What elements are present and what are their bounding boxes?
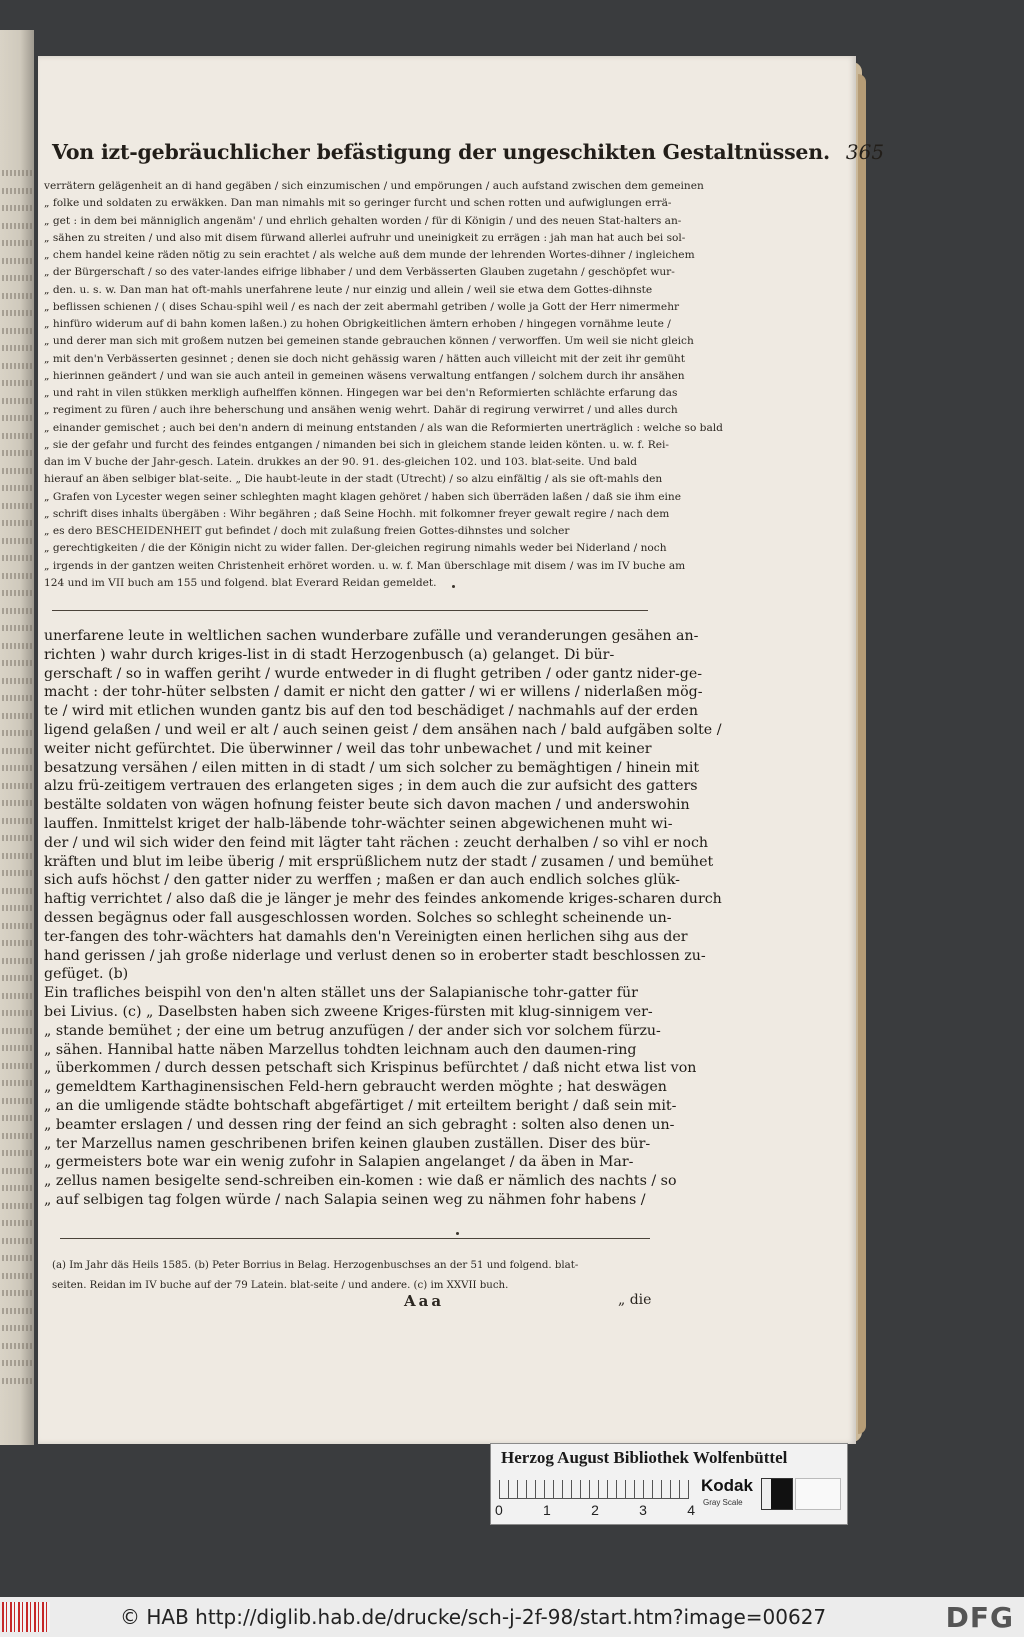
facing-page-text-fragment	[2, 503, 32, 509]
text-line: weiter nicht gefürchtet. Die überwinner / weil das tohr unbewachet / und mit keiner	[44, 740, 652, 757]
facing-page-text-fragment	[2, 433, 32, 439]
ruler-number: 4	[687, 1502, 695, 1518]
text-line: macht : der tohr-hüter selbsten / damit er nicht den gatter / wi er willens / niderlaßen mög-	[44, 684, 703, 701]
facing-page-text-fragment	[2, 1010, 32, 1016]
facing-page-text-fragment	[2, 678, 32, 684]
quote-line: „ beflissen schienen / ( dises Schau-spihl weil / es nach der zeit abermahl getriben / wolle ja Gott der Herr nimermehr	[44, 300, 680, 313]
facing-page-text-fragment	[2, 695, 32, 701]
facing-page-text-fragment	[2, 1343, 32, 1349]
text-line: richten ) wahr durch kriges-list in di stadt Herzogenbusch (a) gelanget. Di bür-	[44, 646, 615, 663]
facing-page-text-fragment	[2, 1220, 32, 1226]
quote-line: „ der Bürgerschaft / so des vater-landes eifrige libhaber / und dem Verbässerten Glauben zugetahn / geschöpfet wur-	[44, 266, 675, 279]
footnote-line: (a) Im Jahr däs Heils 1585. (b) Peter Borrius in Belag. Herzogenbuschses an der 51 und folgend. blat-	[52, 1260, 579, 1271]
footer-bar	[0, 1597, 1024, 1637]
facing-page-text-fragment	[2, 485, 32, 491]
facing-page-text-fragment	[2, 643, 32, 649]
quote-line: verrätern gelägenheit an di hand gegäben / sich einzumischen / und empörungen / auch aufstand zwischen dem gemeinen	[44, 180, 704, 192]
quote-line: „ sähen zu streiten / und also mit disem fürwand allerlei aufruhr und uneinigkeit zu errägen : jah man hat auch bei sol-	[44, 231, 686, 244]
facing-page-text-fragment	[2, 730, 32, 736]
facing-page-text-fragment	[2, 1325, 32, 1331]
facing-page-text-fragment	[2, 905, 32, 911]
text-line: kräften und blut im leibe überig / mit ersprüßlichem nutz der stadt / zusamen / und bemühet	[44, 853, 714, 870]
text-line: gerschaft / so in waffen geriht / wurde entweder in di flught getriben / oder gantz nider-ge-	[44, 665, 703, 682]
quote-line: „ mit den'n Verbässerten gesinnet ; denen sie doch nicht gehässig waren / hätten auch villeicht mit der zeit ihr gemüht	[44, 352, 685, 365]
facing-page-text-fragment	[2, 1273, 32, 1279]
text-line: „ beamter erslagen / und dessen ring der feind an sich gebraght : solten also denen un-	[44, 1116, 675, 1133]
facing-page-text-fragment	[2, 713, 32, 719]
facing-page-text-fragment	[2, 975, 32, 981]
color-calibration-card	[490, 1443, 848, 1525]
ruler-number: 2	[591, 1502, 599, 1518]
facing-page-text-fragment	[2, 818, 32, 824]
gray-swatch	[761, 1478, 793, 1510]
quote-block	[44, 178, 723, 592]
facing-page-text-fragment	[2, 1203, 32, 1209]
text-line: ter-fangen des tohr-wächters hat damahls den'n Vereinigten einen herlichen sihg aus der	[44, 928, 688, 945]
facing-page-text-fragment	[2, 923, 32, 929]
facing-page-text-fragment	[2, 1098, 32, 1104]
quote-line: „ schrift dises inhalts übergäben : Wihr begähren ; daß Seine Hochh. mit folkomner freyer gewalt regire / nach dem	[44, 507, 670, 520]
quote-line: „ chem handel keine räden nötig zu sein erachtet / als welche auß dem munde der lehrenden Wortes-dihner / ingleichem	[44, 249, 695, 261]
ruler-number: 3	[639, 1502, 647, 1518]
text-line: ligend gelaßen / und weil er alt / auch seinen geist / dem ansähen nach / bald aufgäben solte /	[44, 721, 722, 738]
text-line: „ stande bemühet ; der eine um betrug anzufügen / der ander sich vor solchem fürzu-	[44, 1022, 661, 1039]
separator-rule	[52, 610, 648, 611]
kodak-logo: Kodak	[701, 1476, 753, 1495]
text-line: der / und wil sich wider den feind mit lägter taht rächen : zeucht derhalben / so vihl er noch	[44, 834, 709, 851]
text-line: „ zellus namen besigelte send-schreiben ein-komen : wie daß er nämlich des nachts / so	[44, 1173, 677, 1190]
facing-page-text-fragment	[2, 538, 32, 544]
facing-page-text-fragment	[2, 1255, 32, 1261]
facing-page-text-fragment	[2, 1028, 32, 1034]
quote-line: „ sie der gefahr und furcht des feindes entgangen / nimanden bei sich in gleichem stande leiden könten. u. w. f. Rei-	[44, 438, 669, 451]
facing-page-text-fragment	[2, 1063, 32, 1069]
facing-page-text-fragment	[2, 1360, 32, 1366]
main-text-block	[44, 627, 722, 1210]
ruler-scale	[499, 1480, 689, 1499]
facing-page-text-fragment	[2, 573, 32, 579]
facing-page-text-fragment	[2, 853, 32, 859]
facing-page-text-fragment	[2, 888, 32, 894]
facing-page-text-fragment	[2, 1045, 32, 1051]
quote-line: „ es dero BESCHEIDENHEIT gut befindet / doch mit zulaßung freien Gottes-dihnstes und solcher	[44, 525, 570, 537]
facing-page-text-fragment	[2, 205, 32, 211]
facing-page-text-fragment	[2, 1168, 32, 1174]
facing-page-text-fragment	[2, 590, 32, 596]
quote-line: „ regiment zu füren / auch ihre beherschung und ansähen wenig wehrt. Dahär di regirung verwirret / und alles durch	[44, 404, 678, 417]
facing-page-text-fragment	[2, 240, 32, 246]
facing-page-text-fragment	[2, 223, 32, 229]
facing-page-text-fragment	[2, 765, 32, 771]
facing-page-text-fragment	[2, 1238, 32, 1244]
page-edge-shadow-inner	[858, 74, 866, 1434]
library-name: Herzog August Bibliothek Wolfenbüttel	[501, 1448, 788, 1467]
left-page-edge	[0, 30, 34, 1445]
text-line: „ gemeldtem Karthaginensischen Feld-hern gebraucht werden möghte ; hat deswägen	[44, 1079, 667, 1096]
facing-page-text-fragment	[2, 1185, 32, 1191]
gray-scale-label: Gray Scale	[703, 1498, 743, 1507]
text-line: sich aufs höchst / den gatter nider zu werffen ; maßen er dan auch endlich solches glük-	[44, 872, 680, 889]
quote-line: „ irgends in der gantzen weiten Christenheit erhöret worden. u. w. f. Man überschlage mit disem / was im IV buche am	[44, 559, 686, 572]
running-head-title: Von izt-gebräuchlicher befästigung der ungeschikten Gestaltnüssen.	[52, 140, 830, 164]
facing-page-text-fragment	[2, 345, 32, 351]
facing-page-text-fragment	[2, 170, 32, 176]
facing-page-text-fragment	[2, 1378, 32, 1384]
text-line: dessen begägnus oder fall ausgeschlossen worden. Solches so schleght scheinende un-	[44, 909, 672, 926]
facing-page-text-fragment	[2, 188, 32, 194]
facing-page-text-fragment	[2, 940, 32, 946]
quote-line: dan im V buche der Jahr-gesch. Latein. drukkes an der 90. 91. des-gleichen 102. und 103. blat-seite. Und bald	[44, 456, 638, 468]
facing-page-text-fragment	[2, 380, 32, 386]
text-line: bei Livius. (c) „ Daselbsten haben sich zweene Kriges-fürsten mit klug-sinnigem ver-	[44, 1003, 653, 1020]
facing-page-text-fragment	[2, 1150, 32, 1156]
text-line: gefüget. (b)	[44, 966, 129, 983]
facing-page-text-fragment	[2, 363, 32, 369]
facing-page-text-fragment	[2, 1290, 32, 1296]
facing-page-text-fragment	[2, 1308, 32, 1314]
text-line: „ an die umligende städte bohtschaft abgefärtiget / mit erteiltem beright / daß sein mit-	[44, 1097, 677, 1114]
text-line: Ein trafliches beispihl von den'n alten stället uns der Salapianische tohr-gatter für	[44, 985, 638, 1002]
dfg-logo: DFG	[945, 1600, 1014, 1634]
running-head	[52, 140, 885, 176]
catchword: „ die	[618, 1292, 652, 1308]
copyright-link[interactable]: © HAB http://diglib.hab.de/drucke/sch-j-2f-98/start.htm?image=00627	[120, 1605, 827, 1629]
facing-page-text-fragment	[2, 993, 32, 999]
facing-page-text-fragment	[2, 520, 32, 526]
text-line: alzu frü-zeitigem vertrauen des erlangeten siges ; in dem auch die zur aufsicht des gatters	[44, 778, 698, 795]
quote-line: „ hierinnen geändert / und wan sie auch anteil in gemeinen wäsens verwaltung entfangen / solchem durch ihr ansähen	[44, 369, 685, 382]
quote-line: 124 und im VII buch am 155 und folgend. blat Everard Reidan gemeldet.	[44, 576, 437, 589]
facing-page-text-fragment	[2, 328, 32, 334]
facing-page-text-fragment	[2, 1115, 32, 1121]
facing-page-text-fragment	[2, 608, 32, 614]
facing-page-text-fragment	[2, 398, 32, 404]
facing-page-text-fragment	[2, 258, 32, 264]
text-line: bestälte soldaten von wägen hofnung feister beute sich davon machen / und anderswohin	[44, 797, 690, 814]
text-line: „ ter Marzellus namen geschribenen brifen keinen glauben zuställen. Diser des bür-	[44, 1135, 651, 1152]
text-line: „ germeisters bote war ein wenig zufohr in Salapien angelanget / da äben in Mar-	[44, 1154, 634, 1171]
ornament-dot	[452, 585, 455, 588]
text-line: „ überkommen / durch dessen petschaft sich Krispinus befürchtet / daß nicht etwa list von	[44, 1060, 697, 1077]
ornament-dot	[456, 1232, 459, 1235]
quote-line: „ folke und soldaten zu erwäkken. Dan man nimahls mit so geringer furcht und schen rotten und aufwiglungen errä-	[44, 197, 672, 210]
text-line: „ sähen. Hannibal hatte näben Marzellus tohdten leichnam auch den daumen-ring	[44, 1041, 637, 1058]
quote-line: hierauf an äben selbiger blat-seite. „ Die haubt-leute in der stadt (Utrecht) / so alzu einfältig / als sie oft-mahls den	[44, 473, 663, 486]
quote-line: „ und derer man sich mit großem nutzen bei gemeinen stande gebrauchen können / verworffen. Um weil sie nicht gleich	[44, 335, 694, 348]
footnotes	[52, 1256, 652, 1296]
facing-page-text-fragment	[2, 1080, 32, 1086]
ruler-number: 0	[495, 1502, 503, 1518]
facing-page-text-fragment	[2, 293, 32, 299]
quote-line: „ den. u. s. w. Dan man hat oft-mahls unerfahrene leute / nur einzig und allein / weil sie etwa dem Gottes-dihnste	[44, 283, 653, 296]
facing-page-text-fragment	[2, 958, 32, 964]
facing-page-text-fragment	[2, 1133, 32, 1139]
quote-line: „ gerechtigkeiten / die der Königin nicht zu wider fallen. Der-gleichen regirung nimahls weder bei Niderland / noch	[44, 542, 667, 555]
facing-page-text-fragment	[2, 310, 32, 316]
facing-page-text-fragment	[2, 450, 32, 456]
footnote-rule	[60, 1238, 650, 1239]
ruler-numbers	[495, 1502, 695, 1518]
quote-line: „ einander gemischet ; auch bei den'n andern di meinung entstanden / als wan die Reformierten unerträglich : welche so bald	[44, 421, 723, 434]
white-swatch	[795, 1478, 841, 1510]
page-number: 365	[845, 140, 885, 164]
facing-page-text-fragment	[2, 870, 32, 876]
facing-page-text-fragment	[2, 468, 32, 474]
ruler-number: 1	[543, 1502, 551, 1518]
quote-line: „ hinfüro widerum auf di bahn komen laßen.) zu hohen Obrigkeitlichen ämtern erhoben / hingegen vornähme leute /	[44, 318, 671, 330]
text-line: unerfarene leute in weltlichen sachen wunderbare zufälle und veranderungen gesähen an-	[44, 628, 699, 644]
text-line: lauffen. Inmittelst kriget der halb-läbende tohr-wächter seinen abgewichenen muht wi-	[44, 815, 673, 832]
footnote-line: seiten. Reidan im IV buche auf der 79 Latein. blat-seite / und andere. (c) im XXVII buch.	[52, 1280, 509, 1291]
text-line: te / wird mit etlichen wunden gantz bis auf den tod beschädiget / nachmahls auf der erden	[44, 703, 698, 720]
facing-page-text-fragment	[2, 748, 32, 754]
facing-page-text-fragment	[2, 660, 32, 666]
facing-page-text-fragment	[2, 783, 32, 789]
barcode-icon	[2, 1602, 50, 1632]
facing-page-text-fragment	[2, 800, 32, 806]
facing-page-text-fragment	[2, 275, 32, 281]
text-line: besatzung versähen / eilen mitten in di stadt / um sich solcher zu bemäghtigen / hinein mit	[44, 759, 700, 776]
signature-mark: Aaa	[404, 1292, 445, 1310]
quote-line: „ get : in dem bei männiglich angenäm' / und ehrlich gehalten worden / für di Königin / und des neuen Stat-halters an-	[44, 214, 682, 227]
facing-page-text-fragment	[2, 415, 32, 421]
text-line: haftig verrichtet / also daß die je länger je mehr des feindes ankomende kriges-scharen durch	[44, 891, 722, 908]
facing-page-text-fragment	[2, 625, 32, 631]
text-line: hand gerissen / jah große niderlage und verlust denen so in eroberter stadt beschlossen zu-	[44, 947, 706, 964]
facing-page-text-fragment	[2, 555, 32, 561]
facing-page-text-fragment	[2, 835, 32, 841]
text-line: „ auf selbigen tag folgen würde / nach Salapia seinen weg zu nähmen fohr habens /	[44, 1191, 646, 1208]
quote-line: „ Grafen von Lycester wegen seiner schleghten maght klagen gehöret / haben sich überräden laßen / daß sie ihm eine	[44, 490, 681, 503]
quote-line: „ und raht in vilen stükken merkligh aufhelffen können. Hingegen war bei den'n Reformierten schlächte erfarung das	[44, 387, 678, 399]
